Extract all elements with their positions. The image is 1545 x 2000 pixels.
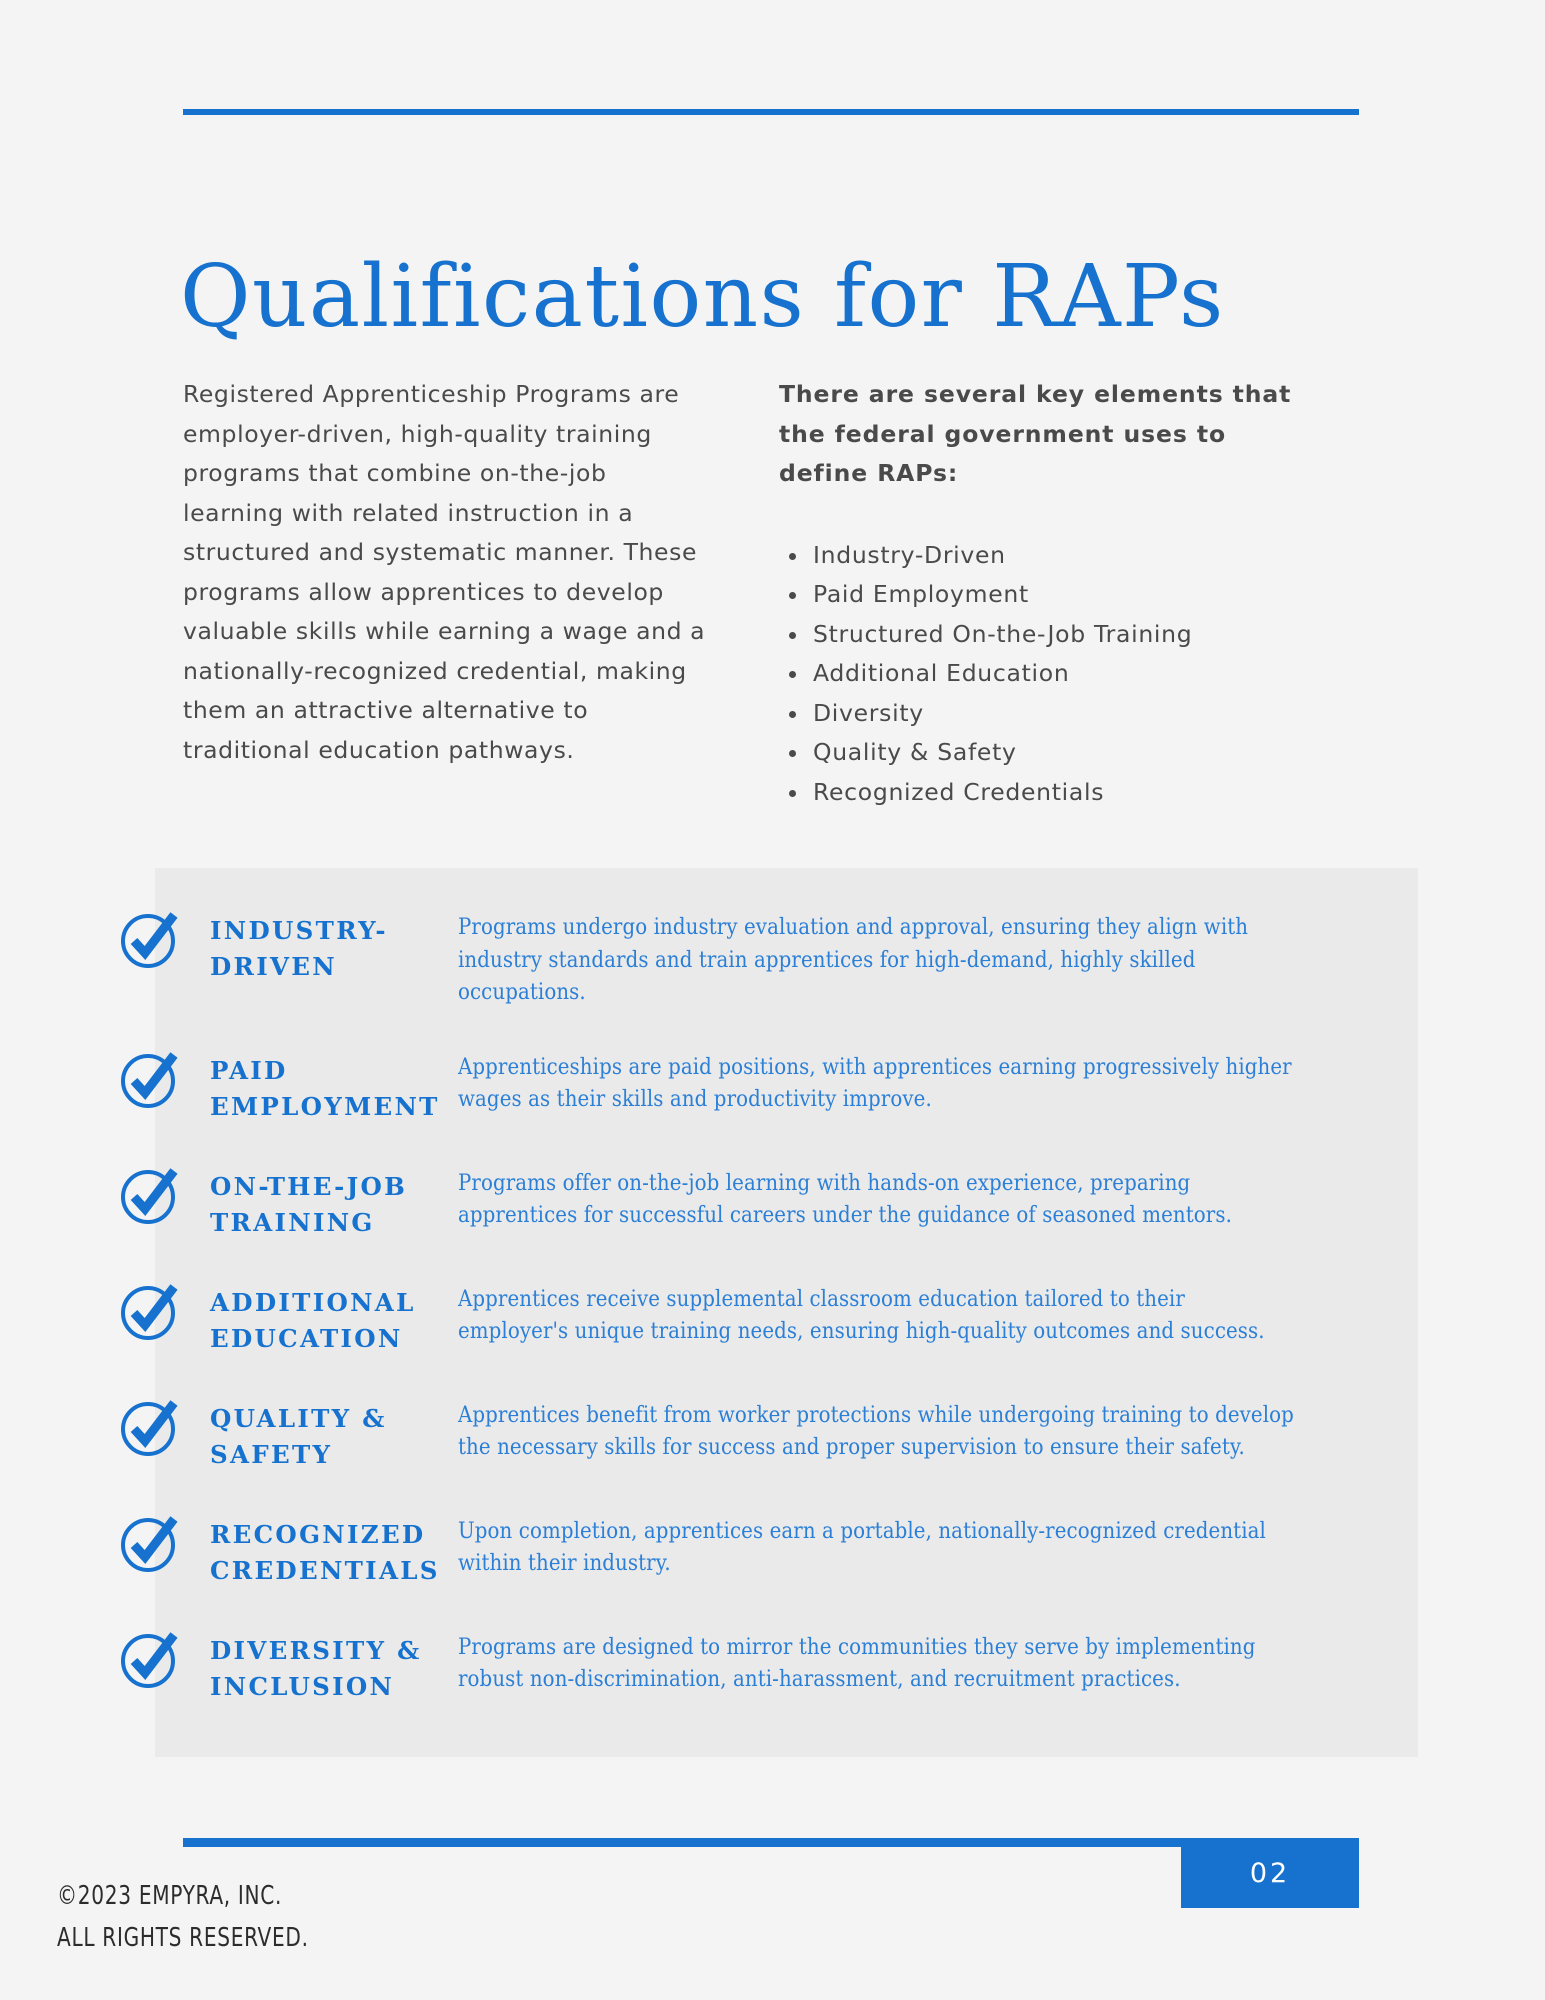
check-circle-icon [118, 1161, 210, 1227]
feature-list [118, 905, 1418, 1705]
list-item: Diversity [779, 694, 1311, 734]
list-item: Industry-Driven [779, 536, 1311, 576]
copyright-line-2: ALL RIGHTS RESERVED. [57, 1923, 309, 1953]
feature-label: QUALITY & SAFETY [210, 1403, 387, 1469]
feature-row [118, 1625, 1418, 1705]
feature-row [118, 905, 1418, 1009]
feature-row [118, 1393, 1418, 1473]
list-item: Additional Education [779, 654, 1311, 694]
page-number: 02 [1249, 1857, 1291, 1889]
check-circle-icon [118, 1509, 210, 1575]
check-circle-icon [118, 1625, 210, 1691]
feature-description: Upon completion, apprentices earn a portable, nationally-recognized credential within their industry. [458, 1517, 1266, 1576]
check-circle-icon-glyph [118, 1047, 182, 1111]
page-number-badge [1181, 1838, 1359, 1908]
key-elements-list [779, 536, 1311, 813]
list-item: Structured On-the-Job Training [779, 615, 1311, 655]
check-circle-icon [118, 1045, 210, 1111]
copyright-notice [57, 1875, 309, 1959]
feature-row [118, 1045, 1418, 1125]
intro-section [183, 375, 1363, 812]
page-title: Qualifications for RAPs [180, 246, 1225, 347]
check-circle-icon-glyph [118, 1511, 182, 1575]
copyright-line-1: ©2023 EMPYRA, INC. [57, 1881, 283, 1911]
intro-lead-text: There are several key elements that the federal government uses to define RAPs: [779, 380, 1292, 487]
list-item: Paid Employment [779, 575, 1311, 615]
list-item: Recognized Credentials [779, 773, 1311, 813]
list-item: Quality & Safety [779, 733, 1311, 773]
feature-row [118, 1509, 1418, 1589]
feature-description: Apprenticeships are paid positions, with apprentices earning progressively higher wages as their skills and productivity improve. [458, 1053, 1292, 1112]
intro-paragraph: Registered Apprenticeship Programs are employer-driven, high-quality training programs that combine on-the-job learning with related instruction in a structured and systematic manner. These programs allow apprentices to develop valuable skills while earning a wage and a nationally-recognized credential, making them an attractive alternative to traditional education pathways. [183, 380, 706, 764]
feature-label: DIVERSITY & INCLUSION [210, 1635, 422, 1701]
check-circle-icon-glyph [118, 907, 182, 971]
feature-label: ADDITIONAL EDUCATION [210, 1287, 416, 1353]
feature-description: Programs offer on-the-job learning with hands-on experience, preparing apprentices for successful careers under the guidance of seasoned mentors. [458, 1169, 1232, 1228]
intro-right-column [779, 375, 1311, 812]
check-circle-icon [118, 1393, 210, 1459]
feature-row [118, 1277, 1418, 1357]
feature-description: Apprentices benefit from worker protections while undergoing training to develop the necessary skills for success and proper supervision to ensure their safety. [458, 1401, 1294, 1460]
feature-description: Programs are designed to mirror the communities they serve by implementing robust non-discrimination, anti-harassment, and recruitment practices. [458, 1633, 1256, 1692]
check-circle-icon [118, 905, 210, 971]
feature-label: RECOGNIZED CREDENTIALS [210, 1519, 440, 1585]
check-circle-icon-glyph [118, 1163, 182, 1227]
feature-row [118, 1161, 1418, 1241]
feature-label: ON-THE-JOB TRAINING [210, 1171, 408, 1237]
intro-left-column [183, 375, 715, 812]
check-circle-icon-glyph [118, 1279, 182, 1343]
check-circle-icon [118, 1277, 210, 1343]
feature-description: Apprentices receive supplemental classroom education tailored to their employer's unique training needs, ensuring high-quality outcomes and success. [458, 1285, 1265, 1344]
feature-description: Programs undergo industry evaluation and approval, ensuring they align with industry standards and train apprentices for high-demand, highly skilled occupations. [458, 914, 1249, 1005]
check-circle-icon-glyph [118, 1395, 182, 1459]
check-circle-icon-glyph [118, 1627, 182, 1691]
top-divider-rule [183, 109, 1359, 115]
feature-label: INDUSTRY-DRIVEN [210, 916, 388, 981]
feature-label: PAID EMPLOYMENT [210, 1055, 440, 1121]
